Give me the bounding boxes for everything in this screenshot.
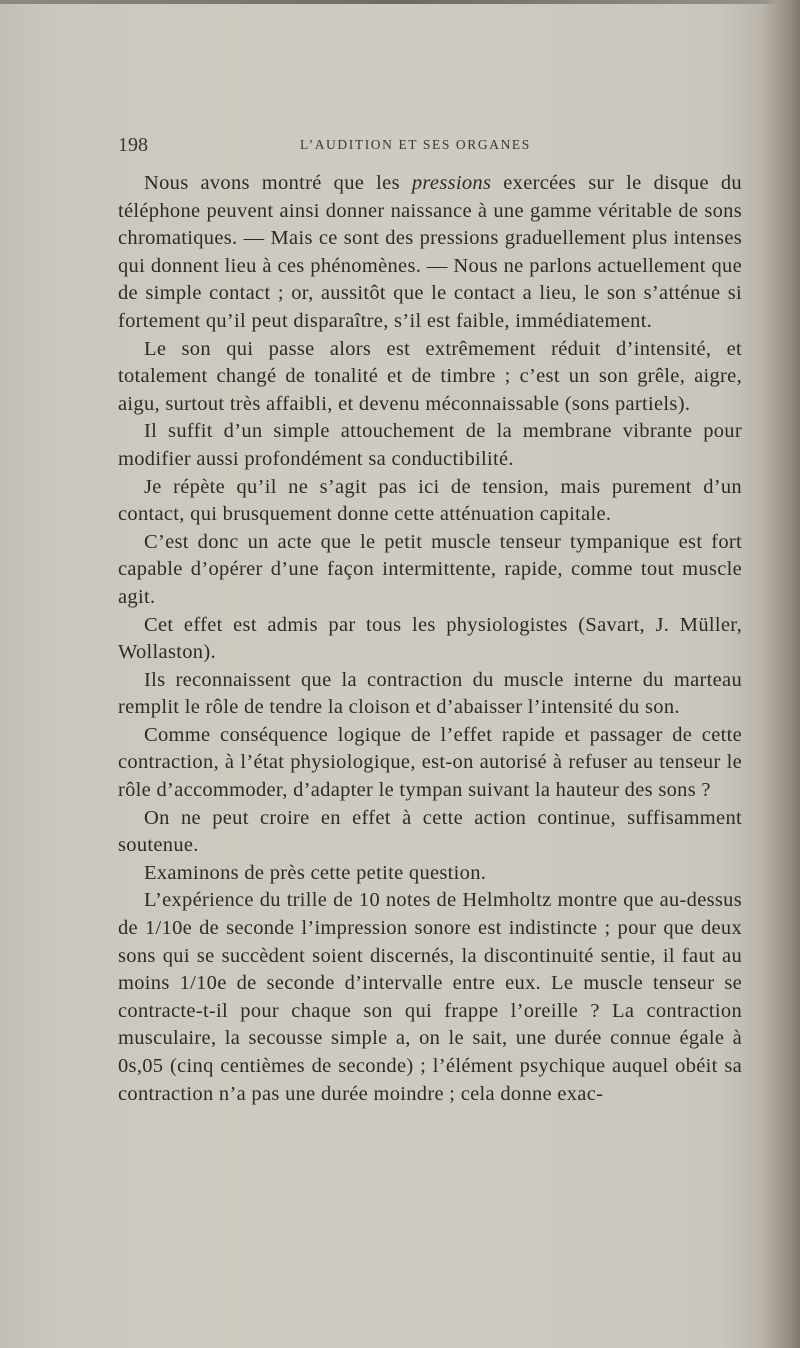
paragraph-5: C’est donc un acte que le petit muscle tenseur tympanique est fort capable d’opérer d’une façon intermittente, rapide, comme tout muscle agit. [118, 530, 742, 608]
paragraph-8: Comme conséquence logique de l’effet rapide et passager de cette contraction, à l’état physiologique, est-on autorisé à refuser au tenseur le rôle d’accommoder, d’adapter le tympan suivant la hauteur des sons ? [118, 723, 742, 802]
paragraph-1: Nous avons montré que les pressions exercées sur le disque du téléphone peuvent ainsi donner naissance à une gamme véritable de sons chromatiques. — Mais ce sont des pressions graduellement plus intenses qui donnent lieu à ces phénomènes. — Nous ne parlons actuellement que de simple contact ; or, aussitôt que le contact a lieu, le son s’atténue si fortement qu’il peut disparaître, s’il est faible, immédiatement. [118, 172, 742, 332]
paragraph-4: Je répète qu’il ne s’agit pas ici de tension, mais purement d’un contact, qui brusquement donne cette atténuation capitale. [118, 475, 742, 526]
paragraph-11: L’expérience du trille de 10 notes de Helmholtz montre que au-dessus de 1/10e de seconde l’impression sonore est indistincte ; pour que deux sons qui se succèdent soient discernés, la discontinuité sentie, il faut au moins 1/10e de seconde d’intervalle entre eux. Le muscle tenseur se contracte-t-il pour chaque son qui frappe l’oreille ? La contraction musculaire, la secousse simple a, on le sait, une durée connue égale à 0s,05 (cinq centièmes de seconde) ; l’élément psychique auquel obéit sa contraction n’a pas une durée moindre ; cela donne exac- [118, 889, 742, 1105]
page-number: 198 [118, 134, 148, 156]
paragraph-10: Examinons de près cette petite question. [144, 861, 487, 884]
paragraph-2: Le son qui passe alors est extrêmement réduit d’intensité, et totalement changé de tonalité et de timbre ; c’est un son grêle, aigre, aigu, surtout très affaibli, et devenu méconnaissable (sons partiels). [118, 337, 742, 415]
body-text [118, 170, 742, 1108]
italic-emphasis: pressions [411, 172, 492, 194]
paragraph-3: Il suffit d’un simple attouchement de la membrane vibrante pour modifier aussi profondément sa conductibilité. [118, 420, 742, 470]
page-gutter-shadow [762, 0, 800, 1348]
page-header [118, 134, 742, 156]
paragraph-7: Ils reconnaissent que la contraction du muscle interne du marteau remplit le rôle de tendre la cloison et d’abaisser l’intensité du son. [118, 668, 742, 719]
paragraph-9: On ne peut croire en effet à cette action continue, suffisamment soutenue. [118, 806, 742, 857]
top-page-edge [0, 0, 800, 4]
running-head: L’AUDITION ET SES ORGANES [300, 137, 531, 152]
paragraph-6: Cet effet est admis par tous les physiologistes (Savart, J. Müller, Wollaston). [118, 613, 742, 664]
